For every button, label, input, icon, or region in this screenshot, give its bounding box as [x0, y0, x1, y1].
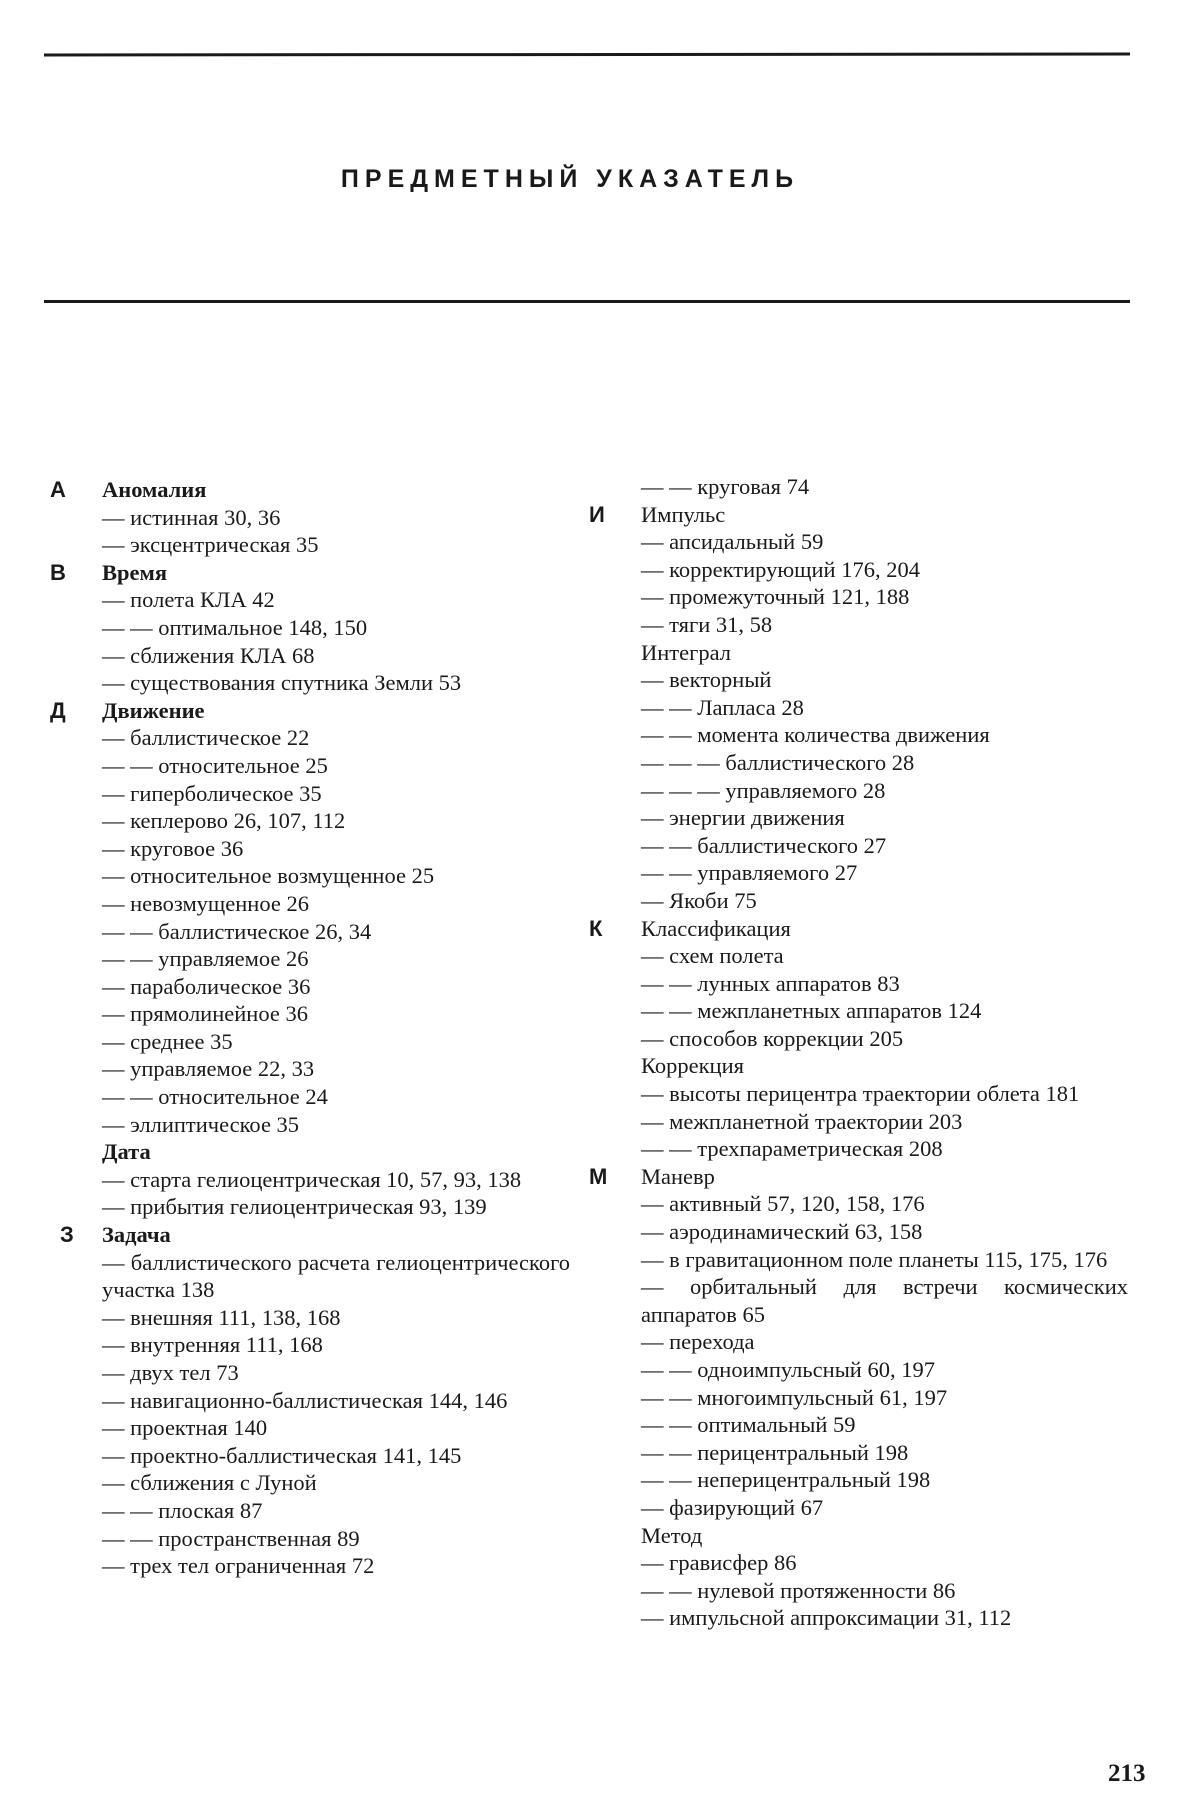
index-entry — [641, 1466, 1128, 1494]
index-entry — [102, 862, 570, 890]
entry-text: — истинная 30, 36 — [102, 504, 281, 530]
index-entry — [641, 1494, 1128, 1522]
entry-text: — корректирующий 176, 204 — [641, 556, 920, 582]
entry-text: — — относительное 24 — [102, 1084, 328, 1110]
entry-text: — аэродинамический 63, 158 — [641, 1219, 923, 1245]
index-entry — [641, 666, 1128, 694]
entry-text: — — плоская 87 — [102, 1497, 263, 1523]
entry-text: Коррекция — [641, 1053, 744, 1079]
index-entry — [102, 1414, 570, 1442]
alphabet-letter: З — [60, 1222, 74, 1248]
title-bottom-rule — [44, 300, 1130, 303]
index-heading — [50, 559, 570, 587]
entry-text: — — — баллистического 28 — [641, 749, 915, 775]
entry-text: — активный 57, 120, 158, 176 — [641, 1191, 925, 1217]
index-entry — [641, 1025, 1128, 1053]
entry-text: — относительное возмущенное 25 — [102, 863, 435, 889]
index-entry — [641, 777, 1128, 805]
entry-text: — в гравитационном поле планеты 115, 175, 176 — [641, 1246, 1108, 1272]
entry-text: — — Лапласа 28 — [641, 694, 804, 720]
entry-text: Классификация — [641, 915, 791, 941]
index-entry — [641, 639, 1128, 667]
index-entry — [641, 1356, 1128, 1384]
entry-text: — — нулевой протяженности 86 — [641, 1577, 956, 1603]
index-entry — [641, 583, 1128, 611]
index-entry — [102, 669, 570, 697]
index-column-right — [589, 474, 1128, 1632]
entry-text: Интеграл — [641, 639, 731, 665]
index-entry — [641, 1328, 1128, 1356]
index-entry — [102, 1111, 570, 1139]
index-entry — [102, 807, 570, 835]
entry-text: — существования спутника Земли 53 — [102, 670, 462, 696]
index-entry — [641, 1522, 1128, 1550]
index-heading — [50, 697, 570, 725]
index-entry — [102, 1304, 570, 1332]
entry-text: Аномалия — [102, 477, 207, 502]
index-entry — [102, 945, 570, 973]
entry-text: — — межпланетных аппаратов 124 — [641, 998, 982, 1024]
index-entry — [102, 614, 570, 642]
index-entry — [102, 1193, 570, 1221]
entry-text: — среднее 35 — [102, 1028, 233, 1054]
entry-text: Задача — [102, 1222, 171, 1248]
index-entry — [641, 749, 1128, 777]
entry-text: — — относительное 25 — [102, 752, 328, 778]
entry-text: — апсидальный 59 — [641, 529, 824, 555]
index-entry — [102, 504, 570, 532]
index-entry — [641, 1080, 1128, 1108]
entry-text: — прибытия гелиоцентрическая 93, 139 — [102, 1194, 487, 1220]
index-entry — [102, 531, 570, 559]
index-entry — [102, 835, 570, 863]
index-entry — [102, 1055, 570, 1083]
index-entry — [641, 832, 1128, 860]
entry-text: — кеплерово 26, 107, 112 — [102, 808, 346, 834]
index-entry — [641, 804, 1128, 832]
index-entry — [641, 1108, 1128, 1136]
entry-text: — эксцентрическая 35 — [102, 532, 319, 558]
entry-text: Маневр — [641, 1163, 715, 1189]
entry-text: — способов коррекции 205 — [641, 1025, 904, 1051]
index-entry — [641, 1135, 1128, 1163]
index-heading — [589, 1163, 1128, 1191]
entry-text: — — перицентральный 198 — [641, 1439, 909, 1465]
alphabet-letter: И — [589, 501, 605, 527]
entry-text: — — круговая 74 — [641, 474, 810, 499]
entry-text: — прямолинейное 36 — [102, 1001, 308, 1027]
alphabet-letter: А — [50, 477, 66, 502]
entry-text: — схем полета — [641, 943, 784, 969]
entry-text: — — баллистического 27 — [641, 832, 887, 858]
index-entry — [641, 1218, 1128, 1246]
entry-text: — — оптимальное 148, 150 — [102, 614, 368, 640]
index-entry — [641, 611, 1128, 639]
index-entry — [641, 997, 1128, 1025]
entry-text: — двух тел 73 — [102, 1360, 239, 1385]
index-heading — [589, 501, 1128, 529]
index-entry — [641, 694, 1128, 722]
entry-text: — межпланетной траектории 203 — [641, 1108, 963, 1134]
entry-text: — навигационно-баллистическая 144, 146 — [102, 1387, 508, 1413]
index-entry — [102, 1166, 570, 1194]
entry-text: — внешняя 111, 138, 168 — [102, 1304, 341, 1330]
index-entry — [641, 1549, 1128, 1577]
entry-text: — внутренняя 111, 168 — [102, 1332, 323, 1358]
entry-text: — круговое 36 — [102, 835, 244, 861]
page-title: ПРЕДМЕТНЫЙ УКАЗАТЕЛЬ — [340, 165, 800, 193]
entry-text: Движение — [102, 697, 205, 723]
index-entry — [102, 1525, 570, 1553]
entry-text: — — трехпараметрическая 208 — [641, 1136, 943, 1162]
index-entry — [102, 1000, 570, 1028]
index-entry — [102, 918, 570, 946]
entry-text: — — лунных аппаратов 83 — [641, 970, 900, 996]
index-entry — [102, 1442, 570, 1470]
index-entry — [641, 1577, 1128, 1605]
index-entry — [102, 642, 570, 670]
entry-text: — — момента количества движения — [641, 722, 990, 748]
page-number: 213 — [1108, 1760, 1146, 1787]
entry-text: Время — [102, 559, 168, 585]
index-entry — [641, 942, 1128, 970]
index-entry — [102, 1028, 570, 1056]
entry-text: — сближения КЛА 68 — [102, 642, 315, 668]
index-entry — [102, 586, 570, 614]
entry-text: — баллистическое 22 — [102, 725, 310, 751]
index-entry — [641, 721, 1128, 749]
entry-text: — проектно-баллистическая 141, 145 — [102, 1442, 462, 1468]
entry-text: — тяги 31, 58 — [641, 611, 773, 637]
index-entry — [641, 1052, 1128, 1080]
index-heading — [50, 476, 570, 504]
entry-text: — перехода — [641, 1329, 755, 1355]
entry-text: — — — управляемого 28 — [641, 777, 886, 803]
index-entry — [641, 473, 1128, 501]
entry-text: — — одноимпульсный 60, 197 — [641, 1357, 935, 1382]
entry-text: — импульсной аппроксимации 31, 112 — [641, 1605, 1012, 1631]
entry-text: — высоты перицентра траектории облета 181 — [641, 1081, 1080, 1107]
index-heading — [60, 1221, 570, 1249]
entry-text: — промежуточный 121, 188 — [641, 584, 910, 610]
index-entry — [102, 1331, 570, 1359]
index-column-left — [50, 476, 570, 1580]
entry-text: — баллистического расчета гелиоцентрического участка 138 — [102, 1249, 570, 1303]
entry-text: — — управляемое 26 — [102, 946, 309, 972]
index-entry — [102, 780, 570, 808]
entry-text: — трех тел ограниченная 72 — [102, 1553, 375, 1579]
entry-text: Импульс — [641, 501, 726, 527]
entry-text: — орбитальный для встречи космических аппаратов 65 — [641, 1274, 1128, 1327]
top-rule — [44, 53, 1130, 57]
entry-text: — управляемое 22, 33 — [102, 1056, 315, 1082]
index-entry — [641, 556, 1128, 584]
index-entry — [102, 1469, 570, 1497]
alphabet-letter: Д — [50, 697, 66, 723]
index-entry — [641, 887, 1128, 915]
index-entry — [641, 1384, 1128, 1412]
entry-text: Метод — [641, 1522, 703, 1548]
alphabet-letter: В — [50, 559, 66, 585]
index-entry — [641, 1246, 1128, 1274]
index-entry — [641, 528, 1128, 556]
entry-text: — невозмущенное 26 — [102, 890, 309, 916]
index-entry — [102, 1359, 570, 1387]
index-entry — [102, 973, 570, 1001]
entry-text: Дата — [102, 1139, 151, 1165]
entry-text: — — оптимальный 59 — [641, 1412, 856, 1438]
entry-text: — сближения с Луной — [102, 1470, 317, 1496]
alphabet-letter: М — [589, 1163, 608, 1189]
entry-text: — старта гелиоцентрическая 10, 57, 93, 138 — [102, 1166, 522, 1192]
index-heading — [589, 915, 1128, 943]
index-entry — [102, 1138, 570, 1166]
entry-text: — — баллистическое 26, 34 — [102, 918, 372, 944]
entry-text: — фазирующий 67 — [641, 1494, 824, 1520]
entry-text: — Якоби 75 — [641, 887, 757, 913]
entry-text: — эллиптическое 35 — [102, 1111, 300, 1137]
entry-text: — векторный — [641, 667, 772, 693]
entry-text: — параболическое 36 — [102, 973, 311, 999]
entry-text: — — управляемого 27 — [641, 860, 858, 886]
index-entry — [102, 1387, 570, 1415]
index-entry — [102, 1497, 570, 1525]
entry-text: — — неперицентральный 198 — [641, 1467, 931, 1493]
index-entry — [102, 724, 570, 752]
index-entry — [641, 859, 1128, 887]
index-entry — [641, 1604, 1128, 1632]
index-entry — [641, 1439, 1128, 1467]
index-entry — [102, 1249, 570, 1304]
entry-text: — энергии движения — [641, 805, 845, 831]
index-entry — [102, 890, 570, 918]
index-entry — [102, 1552, 570, 1580]
entry-text: — полета КЛА 42 — [102, 587, 275, 613]
entry-text: — проектная 140 — [102, 1415, 268, 1441]
index-entry — [641, 1190, 1128, 1218]
index-entry — [641, 1411, 1128, 1439]
entry-text: — — многоимпульсный 61, 197 — [641, 1384, 948, 1410]
index-entry — [102, 1083, 570, 1111]
alphabet-letter: К — [589, 915, 603, 941]
index-entry — [102, 752, 570, 780]
entry-text: — грависфер 86 — [641, 1550, 797, 1576]
entry-text: — гиперболическое 35 — [102, 780, 322, 806]
index-entry — [641, 970, 1128, 998]
entry-text: — — пространственная 89 — [102, 1525, 360, 1551]
index-entry — [641, 1273, 1128, 1328]
